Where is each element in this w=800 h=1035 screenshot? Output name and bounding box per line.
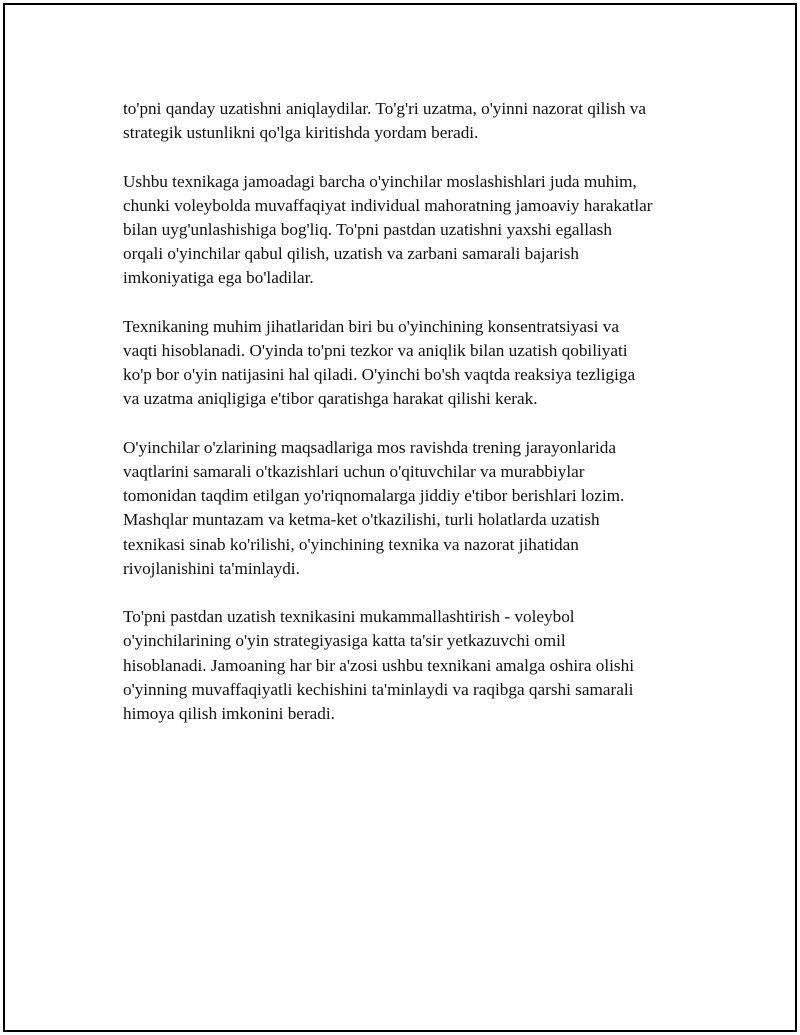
paragraph-line: strategik ustunlikni qo'lga kiritishda yordam beradi. <box>123 123 479 143</box>
paragraph-line: texnikasi sinab ko'rilishi, o'yinchining texnika va nazorat jihatidan <box>123 534 579 554</box>
paragraph-line: hisoblanadi. Jamoaning har bir a'zosi ushbu texnikani amalga oshira olishi <box>123 655 634 675</box>
paragraph-5 <box>123 605 703 726</box>
paragraph-line: o'yinning muvaffaqiyatli kechishini ta'minlaydi va raqibga qarshi samarali <box>123 679 634 699</box>
paragraph-line: tomonidan taqdim etilgan yo'riqnomalarga jiddiy e'tibor berishlari lozim. <box>123 486 625 506</box>
paragraph-line: vaqti hisoblanadi. O'yinda to'pni tezkor va aniqlik bilan uzatish qobiliyati <box>123 341 628 360</box>
paragraph-line: vaqtlarini samarali o'tkazishlari uchun o'qituvchilar va murabbiylar <box>123 462 585 481</box>
document-body <box>123 97 703 750</box>
paragraph-2 <box>123 170 703 291</box>
paragraph-line: chunki voleybolda muvaffaqiyat individual mahoratning jamoaviy harakatlar <box>123 195 653 215</box>
paragraph-line: himoya qilish imkonini beradi. <box>123 704 335 724</box>
paragraph-line: orqali o'yinchilar qabul qilish, uzatish va zarbani samarali bajarish <box>123 244 580 264</box>
paragraph-line: rivojlanishini ta'minlaydi. <box>123 558 300 578</box>
paragraph-4 <box>123 436 703 581</box>
paragraph-line: va uzatma aniqligiga e'tibor qaratishga harakat qilishi kerak. <box>123 389 538 409</box>
paragraph-3 <box>123 315 703 412</box>
paragraph-line: To'pni pastdan uzatish texnikasini mukammallashtirish - voleybol <box>123 607 575 627</box>
page-frame <box>3 3 797 1032</box>
paragraph-line: bilan uyg'unlashishiga bog'liq. To'pni pastdan uzatishni yaxshi egallash <box>123 220 612 239</box>
paragraph-line: o'yinchilarining o'yin strategiyasiga katta ta'sir yetkazuvchi omil <box>123 631 566 651</box>
paragraph-line: Ushbu texnikaga jamoadagi barcha o'yinchilar moslashishlari juda muhim, <box>123 171 637 191</box>
paragraph-line: Mashqlar muntazam va ketma-ket o'tkazilishi, turli holatlarda uzatish <box>123 510 600 530</box>
paragraph-1 <box>123 97 703 145</box>
paragraph-line: O'yinchilar o'zlarining maqsadlariga mos ravishda trening jarayonlarida <box>123 437 617 457</box>
paragraph-line: imkoniyatiga ega bo'ladilar. <box>123 268 314 288</box>
paragraph-line: Texnikaning muhim jihatlaridan biri bu o'yinchining konsentratsiyasi va <box>123 316 619 336</box>
paragraph-line: to'pni qanday uzatishni aniqlaydilar. To'g'ri uzatma, o'yinni nazorat qilish va <box>123 99 647 118</box>
paragraph-line: ko'p bor o'yin natijasini hal qiladi. O'yinchi bo'sh vaqtda reaksiya tezligiga <box>123 365 636 385</box>
